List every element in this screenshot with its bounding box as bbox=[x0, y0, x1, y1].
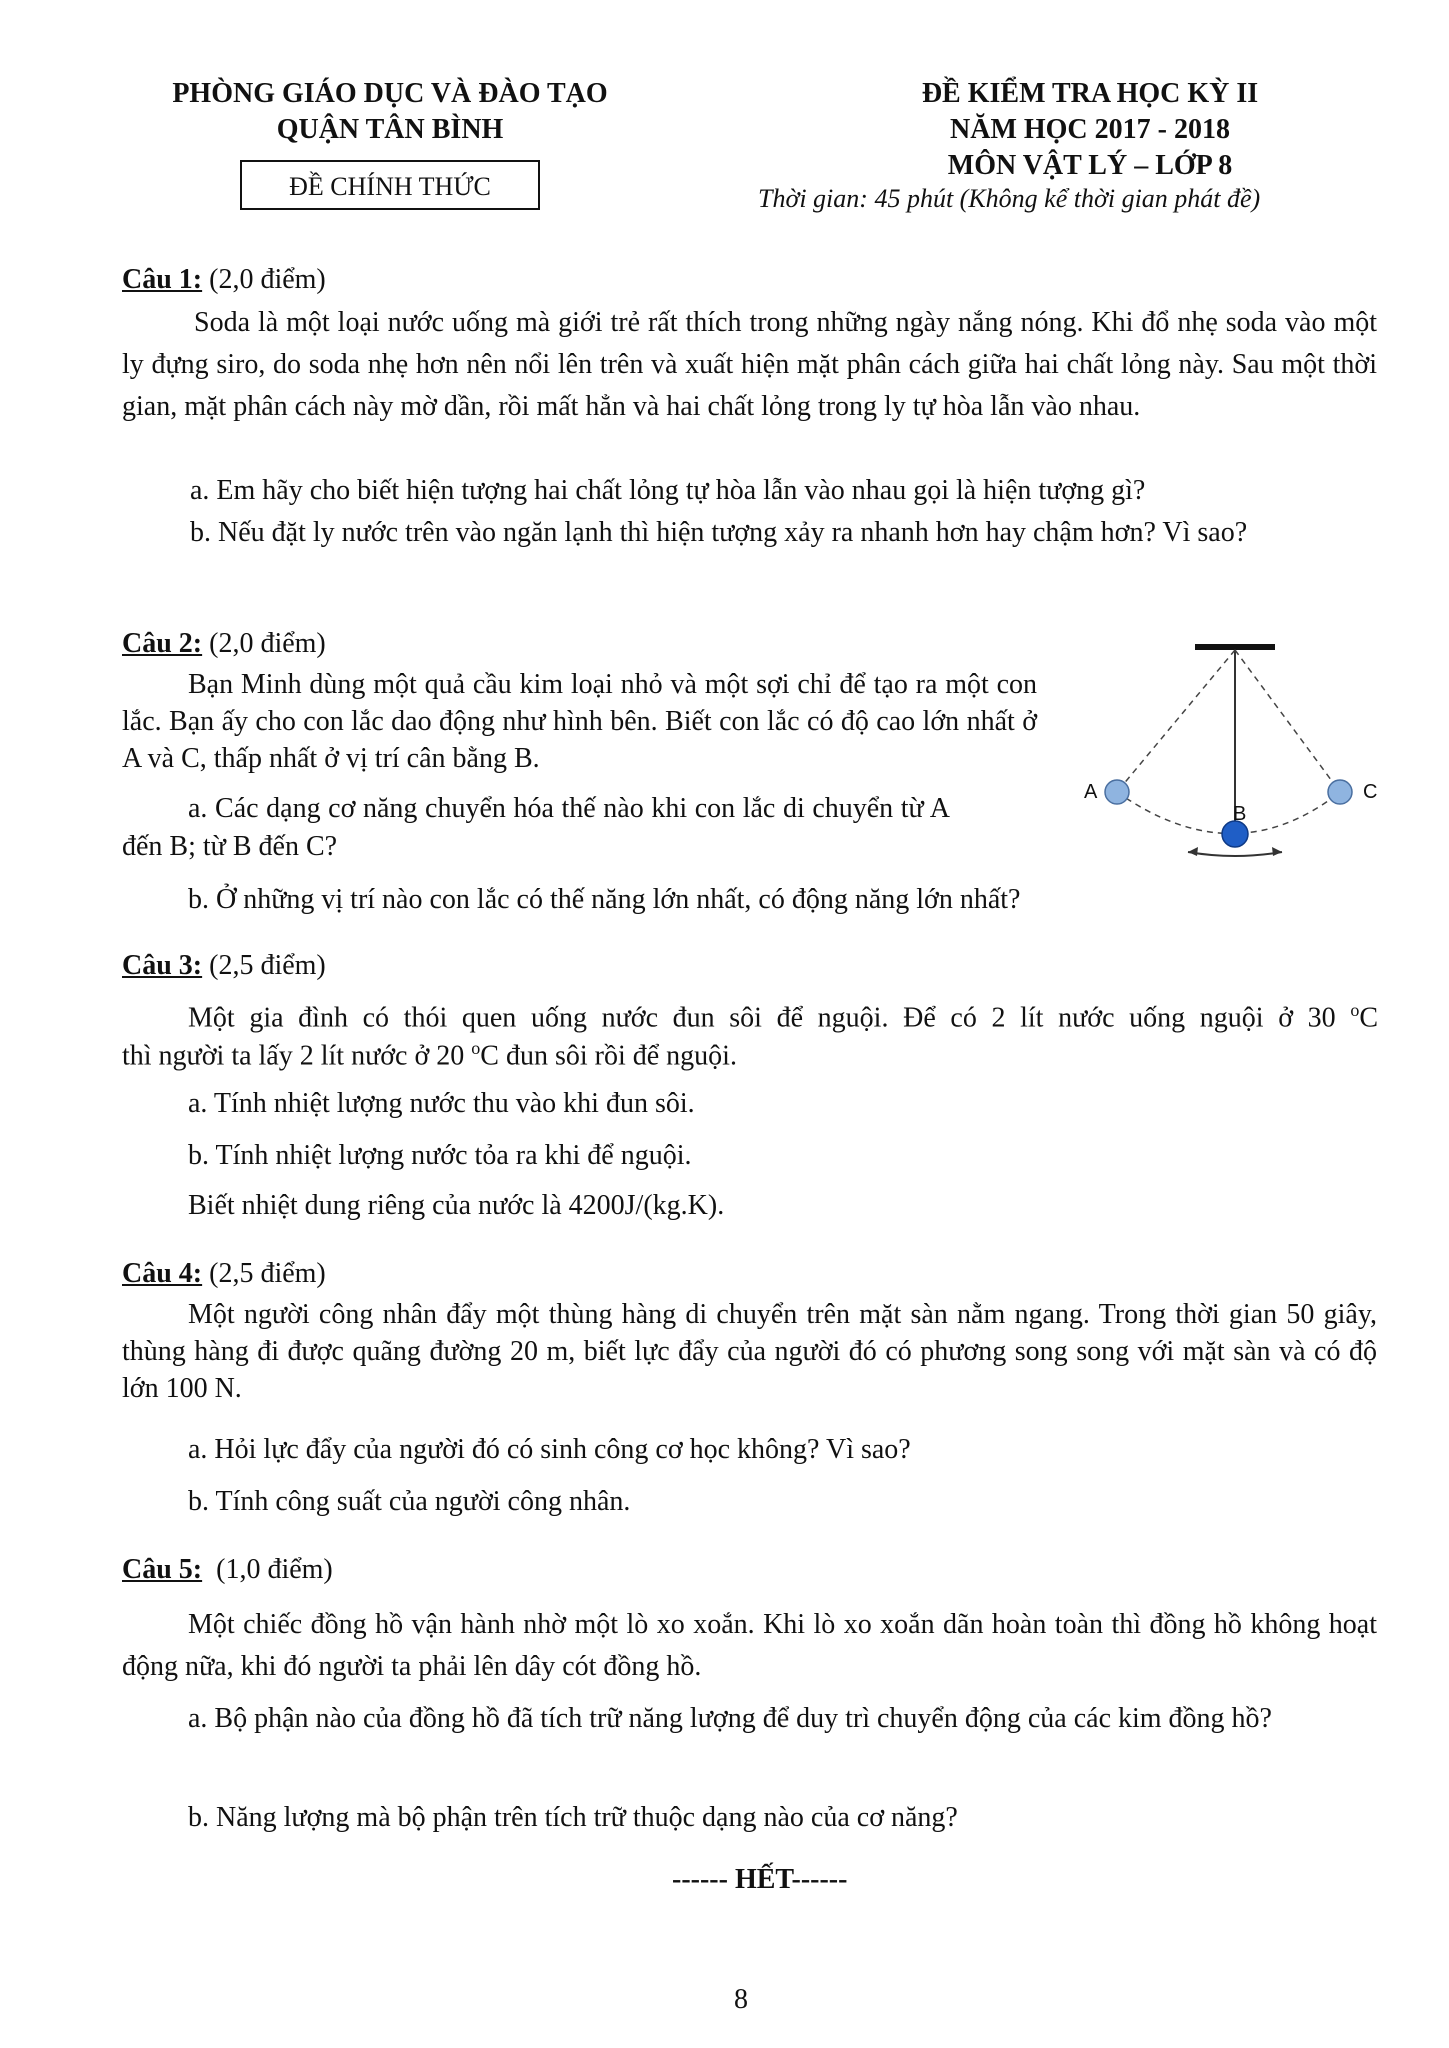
header-right bbox=[800, 76, 1380, 184]
exam-title: ĐỀ KIỂM TRA HỌC KỲ II bbox=[921, 78, 1259, 109]
question-1-points: (2,0 điểm) bbox=[202, 264, 326, 295]
question-3-intro-line2 bbox=[122, 1038, 737, 1072]
question-3-part-b: b. Tính nhiệt lượng nước tỏa ra khi để nguội. bbox=[188, 1140, 692, 1171]
district-name: QUẬN TÂN BÌNH bbox=[276, 114, 504, 145]
end-marker: ------ HẾT------ bbox=[672, 1864, 848, 1895]
question-5-label: Câu 5: bbox=[122, 1554, 203, 1585]
label-c: C bbox=[1363, 781, 1378, 803]
question-5-part-b: b. Năng lượng mà bộ phận trên tích trữ thuộc dạng nào của cơ năng? bbox=[188, 1802, 958, 1833]
question-1-part-a: a. Em hãy cho biết hiện tượng hai chất lỏng tự hòa lẫn vào nhau gọi là hiện tượng gì? bbox=[190, 475, 1146, 506]
label-a: A bbox=[1084, 781, 1098, 803]
question-3-line2-end: C đun sôi rồi để nguội. bbox=[480, 1040, 737, 1072]
arrow-head-left bbox=[1188, 847, 1198, 856]
question-3-intro-line1 bbox=[188, 1000, 1378, 1034]
question-3-part-a: a. Tính nhiệt lượng nước thu vào khi đun sôi. bbox=[188, 1088, 695, 1119]
header-left bbox=[150, 76, 630, 148]
question-5-intro: Một chiếc đồng hồ vận hành nhờ một lò xo xoắn. Khi lò xo xoắn dãn hoàn toàn thì đồng hồ không hoạt động nữa, khi đó người ta phải lên dây cót đồng hồ. bbox=[122, 1609, 1377, 1682]
arrow-head-right bbox=[1272, 847, 1282, 856]
label-b: B bbox=[1233, 803, 1247, 825]
question-5-part-a: a. Bộ phận nào của đồng hồ đã tích trữ năng lượng để duy trì chuyển động của các kim đồng hồ? bbox=[188, 1703, 1272, 1734]
question-4-intro: Một người công nhân đẩy một thùng hàng di chuyển trên mặt sàn nằm ngang. Trong thời gian 50 giây, thùng hàng đi được quãng đường 20 m, biết lực đẩy của người đó có phương song song với mặt sàn và có độ lớn 100 N. bbox=[122, 1299, 1377, 1404]
question-1-intro: Soda là một loại nước uống mà giới trẻ rất thích trong những ngày nắng nóng. Khi đổ nhẹ soda vào một ly đựng siro, do soda nhẹ hơn nên nổi lên trên và xuất hiện mặt phân cách giữa hai chất lỏng này. Sau một thời gian, mặt phân cách này mờ dần, rồi mất hẳn và hai chất lỏng trong ly tự hòa lẫn vào nhau. bbox=[122, 307, 1377, 422]
pendulum-string-a bbox=[1117, 650, 1235, 792]
question-4-part-a: a. Hỏi lực đẩy của người đó có sinh công cơ học không? Vì sao? bbox=[188, 1434, 911, 1465]
question-2-title bbox=[122, 628, 326, 660]
question-3-points: (2,5 điểm) bbox=[202, 950, 326, 981]
question-5-title bbox=[122, 1554, 333, 1586]
ball-position-c bbox=[1328, 780, 1352, 804]
question-4-title bbox=[122, 1258, 326, 1290]
question-2-intro: Bạn Minh dùng một quả cầu kim loại nhỏ và một sợi chỉ để tạo ra một con lắc. Bạn ấy cho con lắc dao động như hình bên. Biết con lắc có độ cao lớn nhất ở A và C, thấp nhất ở vị trí cân bằng B. bbox=[122, 669, 1037, 774]
question-2-points: (2,0 điểm) bbox=[202, 628, 326, 659]
question-3-title bbox=[122, 950, 326, 982]
motion-arrow bbox=[1188, 852, 1282, 856]
official-exam-box: ĐỀ CHÍNH THỨC bbox=[240, 160, 540, 210]
question-1-label: Câu 1: bbox=[122, 264, 203, 295]
question-3-line2-text: thì người ta lấy 2 lít nước ở 20 bbox=[122, 1040, 472, 1072]
question-5-points: (1,0 điểm) bbox=[202, 1554, 333, 1585]
page-number: 8 bbox=[734, 1984, 748, 2015]
ball-position-a bbox=[1105, 780, 1129, 804]
question-3-intro-text: Một gia đình có thói quen uống nước đun sôi để nguội. Để có 2 lít nước uống nguội ở 30 bbox=[188, 1002, 1351, 1034]
time-note: Thời gian: 45 phút (Không kể thời gian phát đề) bbox=[758, 184, 1261, 213]
question-4-points: (2,5 điểm) bbox=[202, 1258, 326, 1289]
pendulum-string-c bbox=[1235, 650, 1340, 792]
department-name: PHÒNG GIÁO DỤC VÀ ĐÀO TẠO bbox=[172, 78, 608, 109]
school-year: NĂM HỌC 2017 - 2018 bbox=[950, 114, 1230, 145]
question-2-part-b: b. Ở những vị trí nào con lắc có thế năng lớn nhất, có động năng lớn nhất? bbox=[188, 884, 1021, 915]
subject-grade: MÔN VẬT LÝ – LỚP 8 bbox=[947, 150, 1233, 181]
celsius-unit: C bbox=[1359, 1002, 1378, 1034]
question-3-note: Biết nhiệt dung riêng của nước là 4200J/(kg.K). bbox=[188, 1190, 725, 1221]
degree-symbol: o bbox=[471, 1038, 481, 1058]
question-1-title bbox=[122, 264, 326, 296]
question-3-label: Câu 3: bbox=[122, 950, 203, 981]
pendulum-figure bbox=[1060, 630, 1400, 870]
question-4-part-b: b. Tính công suất của người công nhân. bbox=[188, 1486, 631, 1517]
degree-symbol: o bbox=[1350, 1000, 1360, 1020]
question-2-label: Câu 2: bbox=[122, 628, 203, 659]
question-4-label: Câu 4: bbox=[122, 1258, 203, 1289]
question-1-part-b: b. Nếu đặt ly nước trên vào ngăn lạnh thì hiện tượng xảy ra nhanh hơn hay chậm hơn? Vì sao? bbox=[190, 517, 1248, 548]
question-2-part-a: a. Các dạng cơ năng chuyển hóa thế nào khi con lắc di chuyển từ A đến B; từ B đến C? bbox=[122, 793, 950, 862]
